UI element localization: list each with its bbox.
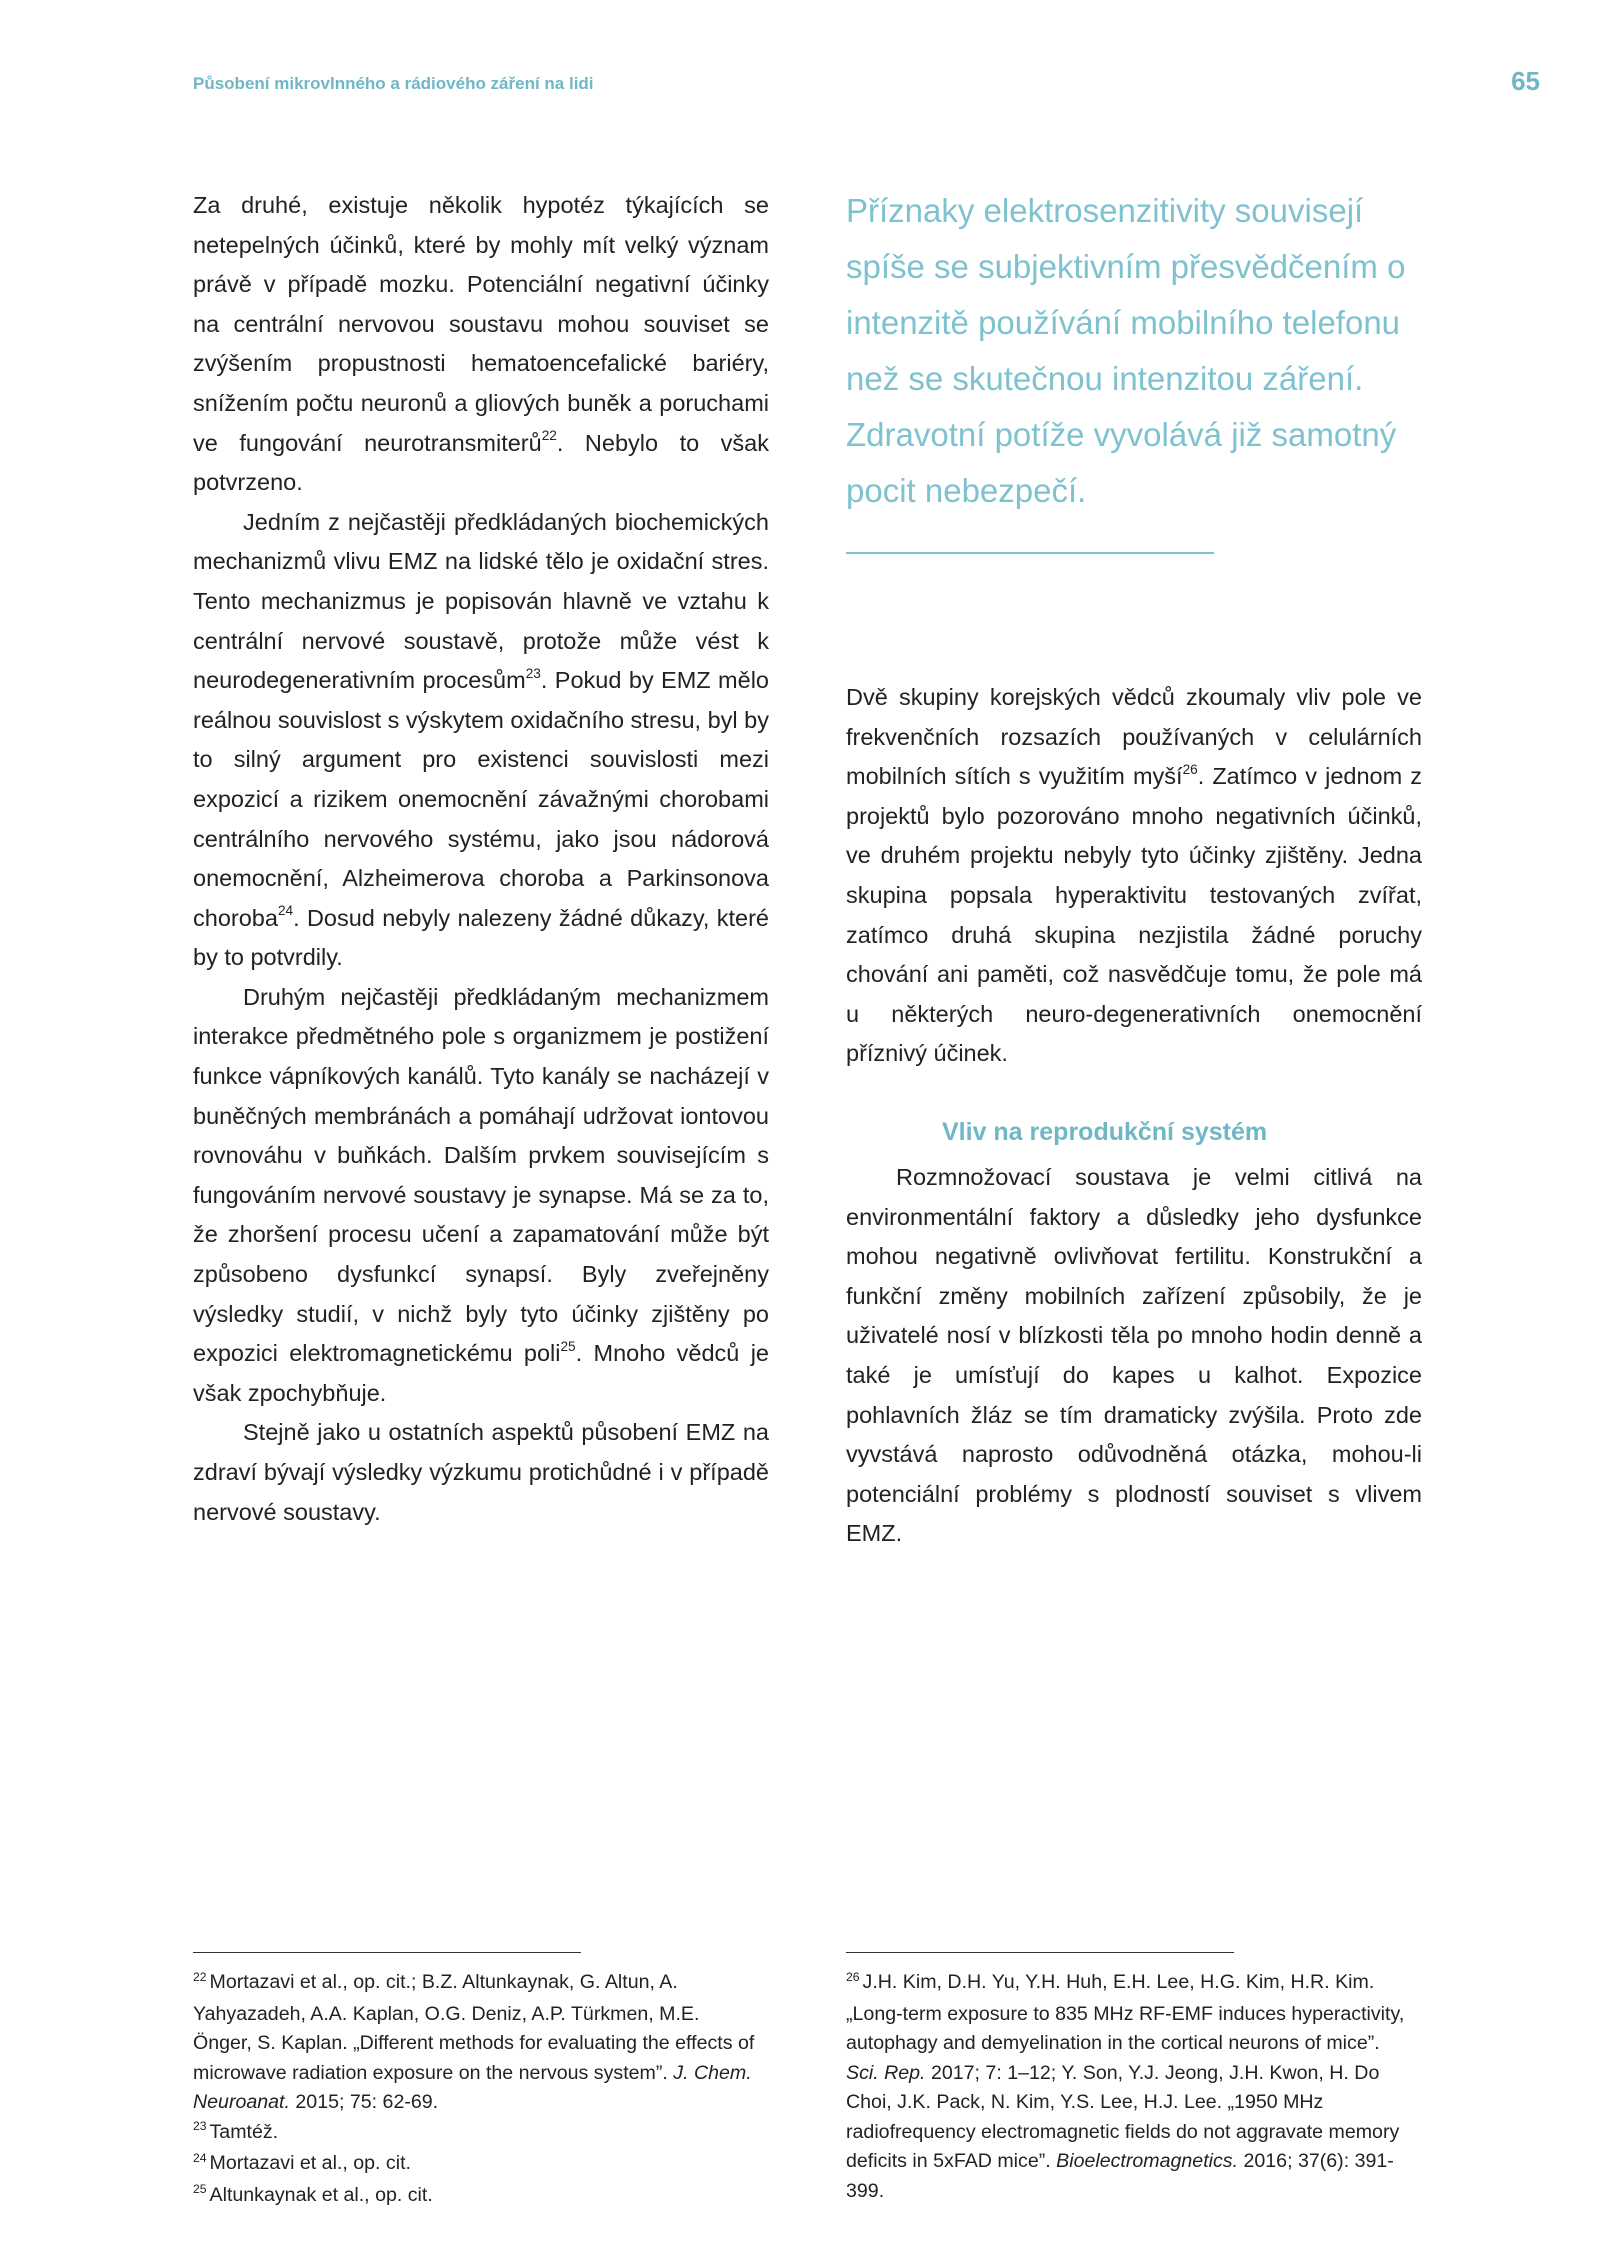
paragraph-text: . Dosud nebyly nalezeny žádné důkazy, které by to potvrdily. — [193, 904, 769, 971]
right-body-column-top — [846, 678, 1422, 1074]
footnote-ref[interactable]: 26 — [1182, 761, 1198, 777]
paragraph-reproductive-system: Rozmnožovací soustava je velmi citlivá na environmentální faktory a důsledky jeho dysfunkce mohou negativně ovlivňovat fertilitu. Konstrukční a funkční změny mobilních zařízení způsobily, že je uživatelé nosí v blízkosti těla po mnoho hodin denně a také je umísťují do kapes u kalhot. Expozice pohlavních žláz se tím dramaticky zvýšila. Proto zde vyvstává naprosto odůvodněná otázka, mohou-li potenciální problémy s plodností souviset s vlivem EMZ. — [846, 1164, 1422, 1547]
journal-name: Sci. Rep. — [846, 2061, 926, 2084]
paragraph-korean-studies — [846, 678, 1422, 1074]
footnote-23 — [193, 2118, 763, 2150]
footnote-text: 2017; 7: 1–12; Y. Son, Y.J. Jeong, J.H. Kwon, H. Do Choi, J.K. Pack, N. Kim, Y.S. Lee, H.J. Lee. „1950 MHz radiofrequency electromagnetic fields do not aggravate memory deficits in 5xFAD mice”. — [846, 2061, 1400, 2172]
journal-name: Bioelectromagnetics. — [1056, 2150, 1239, 2172]
paragraph-calcium-channels — [193, 978, 769, 1414]
footnote-text: Mortazavi et al., op. cit. — [209, 2152, 411, 2174]
footnote-separator — [846, 1952, 1234, 1953]
footnote-text: Mortazavi et al., op. cit.; B.Z. Altunkaynak, G. Altun, A. Yahyazadeh, A.A. Kaplan, O.G. Deniz, A.P. Türkmen, M.E. Önger, S. Kaplan. „Different methods for evaluating the effects of microwave radiation exposure on the nervous system”. — [193, 1971, 755, 2084]
paragraph-text: Dvě skupiny korejských vědců zkoumaly vliv pole ve frekvenčních rozsazích používaných v celulárních mobilních sítích s využitím myší — [846, 684, 1422, 790]
journal-name: J. Chem. Neuroanat. — [193, 2061, 752, 2113]
footnote-text: Altunkaynak et al., op. cit. — [209, 2183, 433, 2206]
footnote-ref[interactable]: 24 — [277, 903, 294, 919]
paragraph-text: Za druhé, existuje několik hypotéz týkajících se netepelných účinků, které by mohly mít velký význam právě v případě mozku. Potenciální negativní účinky na centrální nervovou soustavu mohou souviset se zvýšením propustnosti hematoencefalické bariéry, snížením počtu neuronů a gliových buněk a poruchami ve fungování neurotransmiterů — [193, 192, 769, 456]
footnote-ref[interactable]: 25 — [560, 1339, 576, 1354]
footnote-24 — [193, 2149, 763, 2181]
pull-quote: Příznaky elektrosenzitivity souvisejí spíše se subjektivním přesvědčením o intenzitě používání mobilního telefonu než se skutečnou intenzitou záření. Zdravotní potíže vyvolává již samotný pocit nebezpečí. — [846, 192, 1406, 509]
paragraph-text: Druhým nejčastěji předkládaným mechanizmem interakce předmětného pole s organizmem je postižení funkce vápníkových kanálů. Tyto kanály se nacházejí v buněčných membránách a pomáhají udržovat iontovou rovnováhu v buňkách. Dalším prvkem souvisejícím s fungováním nervové soustavy je synapse. Má se za to, že zhoršení procesu učení a zapamatování může být způsobeno dysfunkcí synapsí. Byly zveřejněny výsledky studií, v nichž byly tyto účinky zjištěny po expozici elektromagnetickému poli — [193, 983, 769, 1367]
footnote-separator — [193, 1952, 581, 1953]
footnote-number: 26 — [846, 1969, 860, 1984]
paragraph-text: . Mnoho vědců je však zpochybňuje. — [193, 1340, 769, 1406]
page-number: 65 — [1511, 66, 1540, 96]
footnote-number: 25 — [193, 2182, 207, 2197]
left-body-column — [193, 186, 769, 1532]
paragraph-contradictory-results — [193, 1413, 769, 1532]
right-body-column-bottom — [846, 1158, 1422, 1554]
paragraph-text: Stejně jako u ostatních aspektů působení EMZ na zdraví bývají výsledky výzkumu protichůdné i v případě nervové soustavy. — [193, 1419, 769, 1525]
paragraph-text: . Nebylo to však potvrzeno. — [193, 429, 770, 496]
paragraph-text: Jedním z nejčastěji předkládaných biochemických mechanizmů vlivu EMZ na lidské tělo je oxidační stres. Tento mechanizmus je popisován hlavně ve vztahu k centrální nervové soustavě, protože může vést k neurodegenerativním procesům — [193, 508, 769, 694]
footnote-text: J.H. Kim, D.H. Yu, Y.H. Huh, E.H. Lee, H.G. Kim, H.R. Kim. „Long-term exposure to 835 MHz RF-EMF induces hyperactivity, autophagy and demyelination in the cortical neurons of mice”. — [846, 1971, 1405, 2054]
footnote-26 — [846, 1968, 1416, 2206]
footnote-ref[interactable]: 23 — [525, 665, 541, 681]
paragraph-nonthermal-effects — [193, 186, 769, 503]
running-title: Působení mikrovlnného a rádiového záření na lidi — [193, 74, 594, 93]
footnotes-right — [846, 1968, 1416, 2206]
footnote-number: 24 — [193, 2150, 207, 2165]
footnote-number: 22 — [193, 1969, 207, 1984]
section-heading-reproductive: Vliv na reprodukční systém — [942, 1118, 1268, 1146]
footnote-ref[interactable]: 22 — [541, 428, 557, 444]
footnote-text: 2015; 75: 62-69. — [289, 2091, 439, 2113]
paragraph-text: . Zatímco v jednom z projektů bylo pozorováno mnoho negativních účinků, ve druhém projektu nebyly tyto účinky zjištěny. Jedna skupina popsala hyperaktivitu testovaných zvířat, zatímco druhá skupina nezjistila žádné poruchy chování ani paměti, což nasvědčuje tomu, že pole má u některých neuro-degenerativních onemocnění příznivý účinek. — [846, 763, 1422, 1067]
footnote-22 — [193, 1968, 763, 2118]
footnotes-left — [193, 1968, 763, 2212]
pull-quote-divider — [846, 552, 1214, 554]
footnote-text: Tamtéž. — [209, 2120, 279, 2143]
footnote-number: 23 — [193, 2119, 207, 2134]
footnote-text: 2016; 37(6): 391-399. — [846, 2150, 1394, 2202]
footnote-25 — [193, 2181, 763, 2213]
paragraph-text: . Pokud by EMZ mělo reálnou souvislost s výskytem oxidačního stresu, byl by to silný argument pro existenci souvislosti mezi expozicí a rizikem onemocnění závažnými chorobami centrálního nervového systému, jako jsou nádorová onemocnění, Alzheimerova choroba a Parkinsonova choroba — [193, 667, 770, 931]
paragraph-oxidative-stress — [193, 503, 769, 978]
